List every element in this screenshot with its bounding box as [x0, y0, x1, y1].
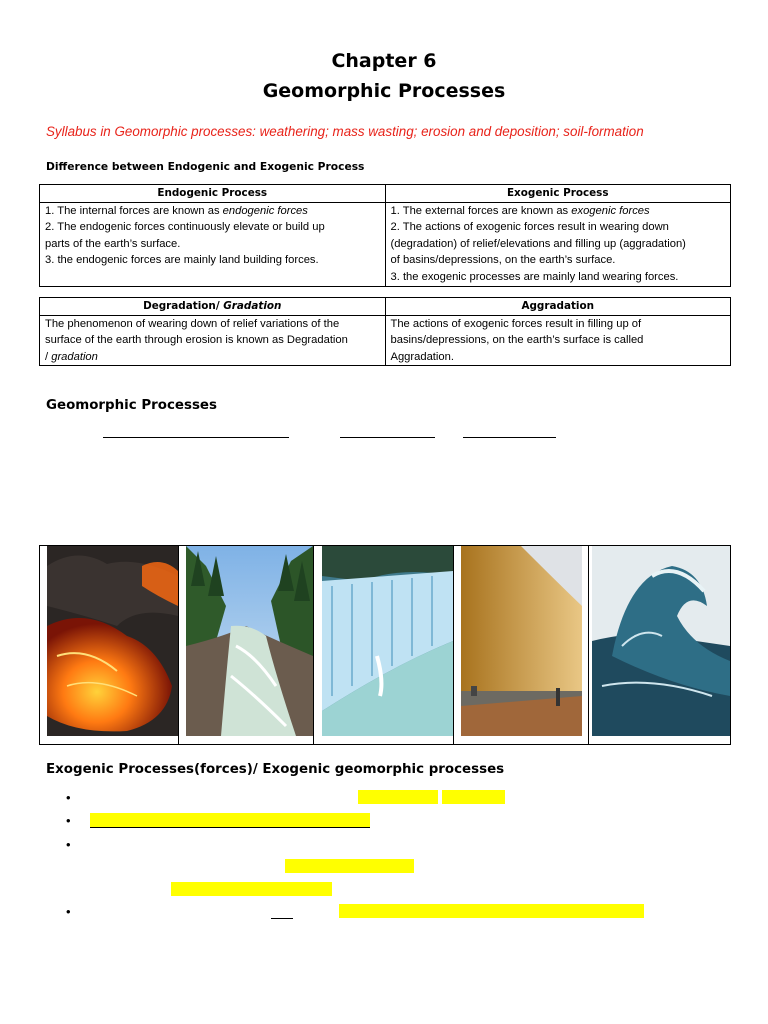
table-line: 3. the exogenic processes are mainly land wearing forces.: [390, 270, 679, 283]
table-line: [45, 349, 380, 366]
line-italic: gradation: [51, 350, 98, 363]
table-line: The actions of exogenic forces result in filling up of: [390, 317, 642, 330]
degradation-aggradation-table: [39, 297, 731, 366]
blank-line: [340, 437, 435, 438]
table-line: of basins/depressions, on the earth’s surface.: [390, 254, 616, 267]
image-divider: [453, 546, 454, 745]
image-divider: [588, 546, 589, 745]
table-line: Aggradation.: [390, 350, 454, 363]
table-line: 2. The endogenic forces continuously elevate or build up: [45, 221, 325, 234]
endogenic-cell: [40, 202, 386, 286]
table-line: [391, 203, 726, 220]
highlight-mark: [442, 790, 505, 804]
table-line: The phenomenon of wearing down of relief variations of the: [45, 317, 340, 330]
table-line: basins/depressions, on the earth’s surface is called: [390, 334, 644, 347]
aggradation-cell: [385, 315, 731, 366]
bullet-point: •: [66, 837, 71, 852]
line-italic: endogenic forces: [222, 204, 308, 217]
image-strip: [39, 545, 731, 745]
highlight-mark: [90, 813, 370, 827]
exogenic-cell: [385, 202, 731, 286]
ocean-wave-image: [592, 546, 730, 745]
image-divider: [313, 546, 314, 745]
table-line: 2. The actions of exogenic forces result in wearing down: [390, 221, 669, 234]
glacier-image: [322, 546, 453, 745]
table-line: (degradation) of relief/elevations and filling up (aggradation): [390, 237, 686, 250]
table-line: 3. the endogenic forces are mainly land building forces.: [45, 254, 319, 267]
line-text: 1. The internal forces are known as: [45, 204, 223, 217]
river-image: [186, 546, 313, 745]
blank-line: [463, 437, 556, 438]
lava-image: [47, 546, 178, 745]
image-divider: [178, 546, 179, 745]
endogenic-exogenic-table: [39, 184, 731, 287]
table-line: [45, 203, 380, 220]
line-italic: exogenic forces: [571, 204, 650, 217]
line-text: /: [45, 350, 52, 363]
bullet-point: •: [66, 790, 71, 805]
degradation-header: [40, 298, 386, 316]
bullet-point: •: [66, 813, 71, 828]
underline-mark: [271, 918, 293, 919]
highlight-mark: [171, 882, 332, 896]
geomorphic-heading: Geomorphic Processes: [46, 398, 217, 413]
dust-storm-image: [461, 546, 582, 745]
aggradation-header: Aggradation: [385, 298, 731, 316]
endogenic-header: Endogenic Process: [40, 185, 386, 203]
exogenic-header: Exogenic Process: [385, 185, 731, 203]
underline-mark: [90, 827, 370, 828]
header-text: Degradation/: [143, 300, 224, 312]
degradation-cell: [40, 315, 386, 366]
table-line: parts of the earth’s surface.: [45, 237, 181, 250]
difference-heading: Difference between Endogenic and Exogenic Process: [46, 160, 365, 173]
chapter-title: Geomorphic Processes: [262, 80, 506, 102]
header-italic: Gradation: [223, 300, 282, 312]
exogenic-heading: Exogenic Processes(forces)/ Exogenic geomorphic processes: [46, 762, 505, 777]
blank-line: [103, 437, 289, 438]
syllabus-text: Syllabus in Geomorphic processes: weathering; mass wasting; erosion and deposition; soil-formation: [46, 124, 644, 139]
table-line: surface of the earth through erosion is known as Degradation: [45, 334, 348, 347]
highlight-mark: [358, 790, 438, 804]
line-text: 1. The external forces are known as: [390, 204, 572, 217]
chapter-number: Chapter 6: [331, 50, 437, 72]
highlight-mark: [339, 904, 644, 918]
bullet-point: •: [66, 904, 71, 919]
highlight-mark: [285, 859, 414, 873]
